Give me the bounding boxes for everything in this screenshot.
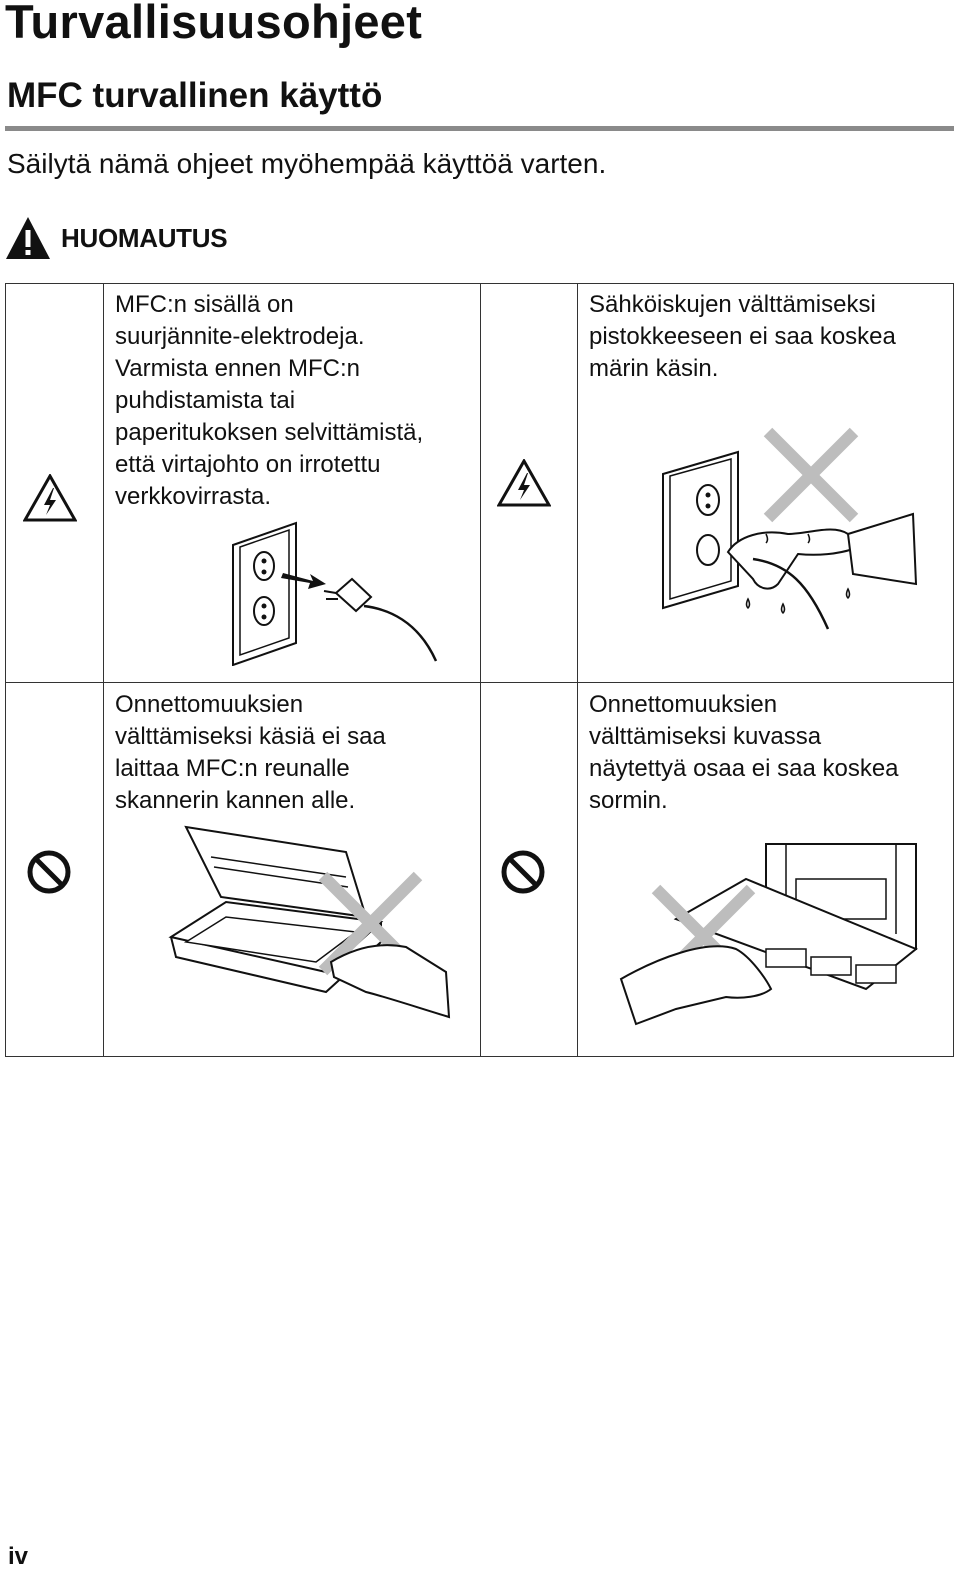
page-number: iv (8, 1543, 29, 1570)
cell-1-text: MFC:n sisällä on suurjännite-elektrodeja. Varmista ennen MFC:n puhdistamista tai paperitukoksen selvittämistä, että virtajohto on irrotettu verkkovirrasta. (115, 291, 424, 510)
printer-interior-illustration (616, 839, 921, 1029)
table-divider (103, 284, 104, 1056)
cell-3-text: Onnettomuuksien välttämiseksi käsiä ei saa laittaa MFC:n reunalle skannerin kannen alle. (115, 691, 386, 814)
electrical-hazard-icon (497, 459, 551, 507)
table-divider (6, 682, 953, 683)
page-title: Turvallisuusohjeet (5, 0, 423, 48)
caution-heading (5, 216, 227, 260)
prohibited-icon (500, 849, 546, 895)
cell-4-text: Onnettomuuksien välttämiseksi kuvassa näytettyä osaa ei saa koskea sormin. (589, 691, 899, 814)
table-divider (480, 284, 481, 1056)
cell-2-text: Sähköiskujen välttämiseksi pistokkeeseen ei saa koskea märin käsin. (589, 291, 896, 382)
section-title: MFC turvallinen käyttö (7, 76, 383, 115)
prohibited-icon (26, 849, 72, 895)
section-divider (5, 126, 954, 131)
electrical-hazard-icon (23, 474, 77, 522)
wet-hands-outlet-illustration (658, 424, 918, 639)
scanner-cover-illustration (166, 822, 451, 1022)
table-divider (577, 284, 578, 1056)
intro-text: Säilytä nämä ohjeet myöhempää käyttöä varten. (7, 148, 607, 179)
safety-table (5, 283, 954, 1057)
caution-label: HUOMAUTUS (61, 222, 228, 253)
unplugged-outlet-illustration (228, 521, 443, 666)
warning-triangle-icon (5, 216, 51, 260)
